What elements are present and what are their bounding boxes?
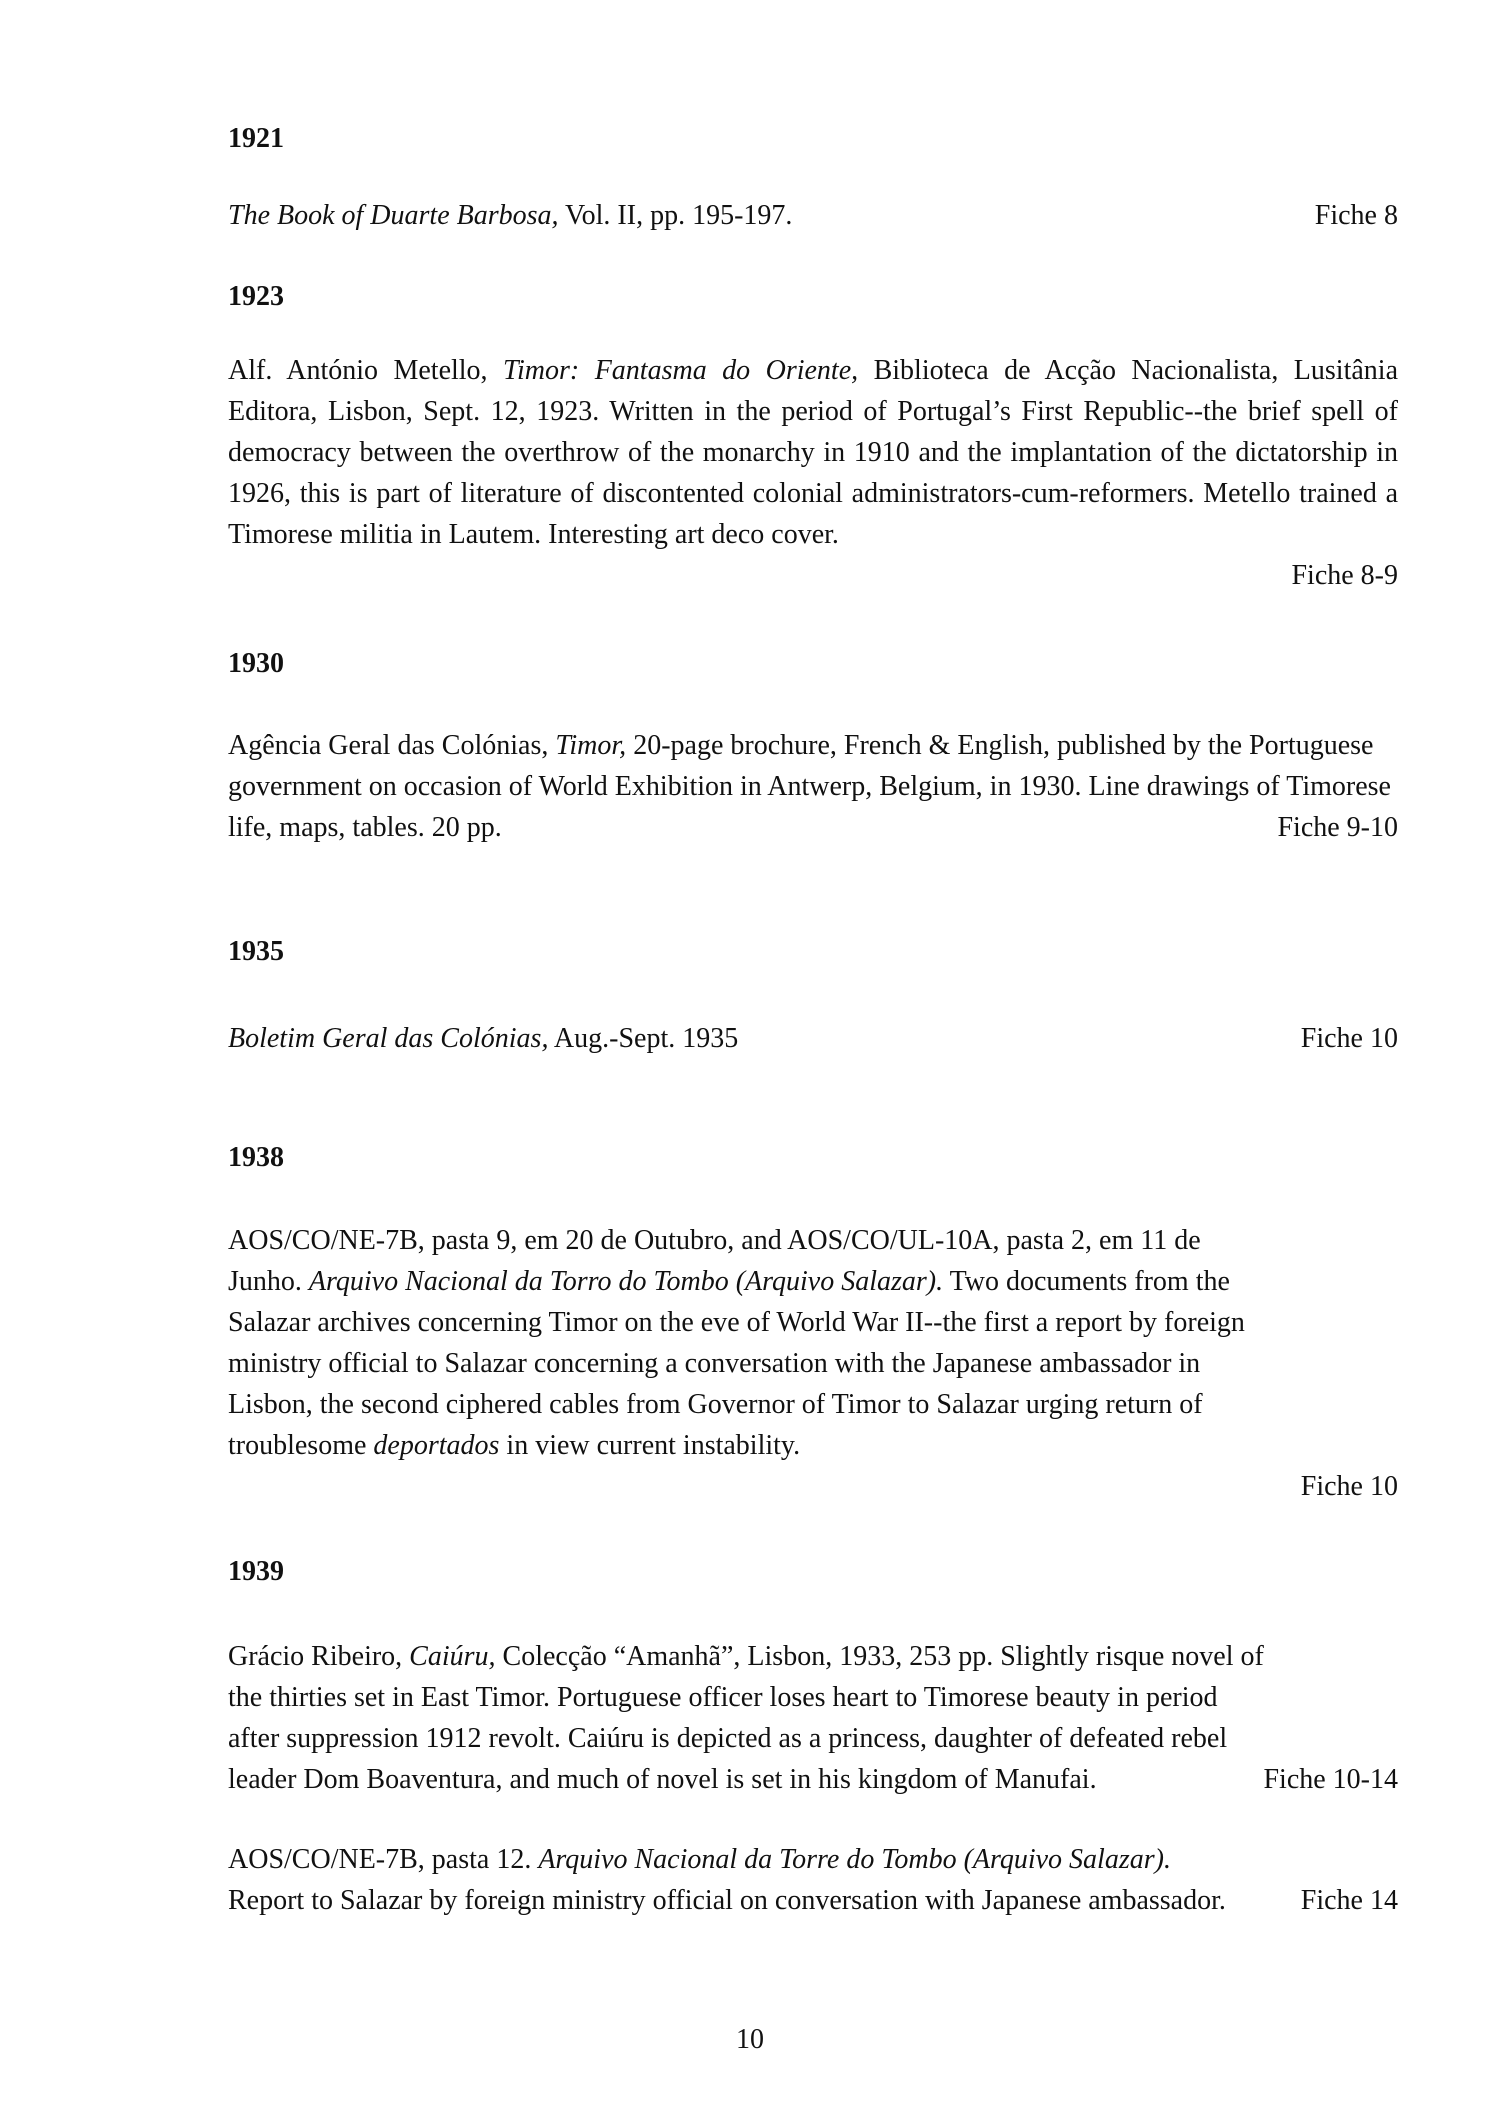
year-heading: 1939 (228, 1556, 284, 1587)
year-heading: 1921 (228, 123, 284, 154)
year-heading: 1930 (228, 648, 284, 679)
entry (228, 195, 1398, 236)
page-number: 10 (736, 2024, 764, 2055)
entry (228, 1839, 1398, 1921)
entry (228, 350, 1398, 596)
fiche-ref: Fiche 8 (1314, 200, 1398, 231)
entry-text: Grácio Ribeiro, Caiúru, Colecção “Amanhã”, Lisbon, 1933, 253 pp. Slightly risque novel of the thirties set in East Timor. Portuguese officer loses heart to Timorese beauty in period after suppression 1912 revolt. Caiúru is depicted as a princess, daughter of defeated rebel leader Dom Boaventura, and much of novel is set in his kingdom of Manufai. (228, 1641, 1264, 1795)
entry-text: AOS/CO/NE-7B, pasta 12. Arquivo Nacional da Torre do Tombo (Arquivo Salazar). Report to Salazar by foreign ministry official on conversation with Japanese ambassador. (228, 1844, 1226, 1916)
entry (228, 1636, 1398, 1800)
fiche-ref: Fiche 8-9 (1291, 560, 1398, 591)
entry (228, 1220, 1398, 1502)
year-heading: 1935 (228, 936, 284, 967)
fiche-ref: Fiche 10 (1300, 1023, 1398, 1054)
entry-text: Boletim Geral das Colónias, Aug.-Sept. 1935 (228, 1023, 739, 1054)
year-heading: 1923 (228, 281, 284, 312)
fiche-ref: Fiche 14 (1300, 1885, 1398, 1916)
fiche-ref: Fiche 10-14 (1263, 1764, 1398, 1795)
year-heading: 1938 (228, 1142, 284, 1173)
fiche-ref: Fiche 9-10 (1277, 812, 1398, 843)
entry-text: The Book of Duarte Barbosa, Vol. II, pp. 195-197. (228, 200, 793, 231)
entry (228, 725, 1398, 848)
entry-text: AOS/CO/NE-7B, pasta 9, em 20 de Outubro, and AOS/CO/UL-10A, pasta 2, em 11 de Junho. Arquivo Nacional da Torro do Tombo (Arquivo Salazar). Two documents from the Salazar archives concerning Timor on the eve of World War II--the first a report by foreign ministry official to Salazar concerning a conversation with the Japanese ambassador in Lisbon, the second ciphered cables from Governor of Timor to Salazar urging return of troublesome deportados in view current instability. (228, 1225, 1245, 1461)
fiche-ref: Fiche 10 (1300, 1471, 1398, 1502)
entry (228, 1018, 1398, 1059)
entry-text: Agência Geral das Colónias, Timor, 20-page brochure, French & English, published by the Portuguese government on occasion of World Exhibition in Antwerp, Belgium, in 1930. Line drawings of Timorese life, maps, tables. 20 pp. (228, 730, 1391, 843)
entry-text: Alf. António Metello, Timor: Fantasma do Oriente, Biblioteca de Acção Nacionalista, Lusitânia Editora, Lisbon, Sept. 12, 1923. Written in the period of Portugal’s First Republic--the brief spell of democracy between the overthrow of the monarchy in 1910 and the implantation of the dictatorship in 1926, this is part of literature of discontented colonial administrators-cum-reformers. Metello trained a Timorese militia in Lautem. Interesting art deco cover. (228, 355, 1398, 550)
